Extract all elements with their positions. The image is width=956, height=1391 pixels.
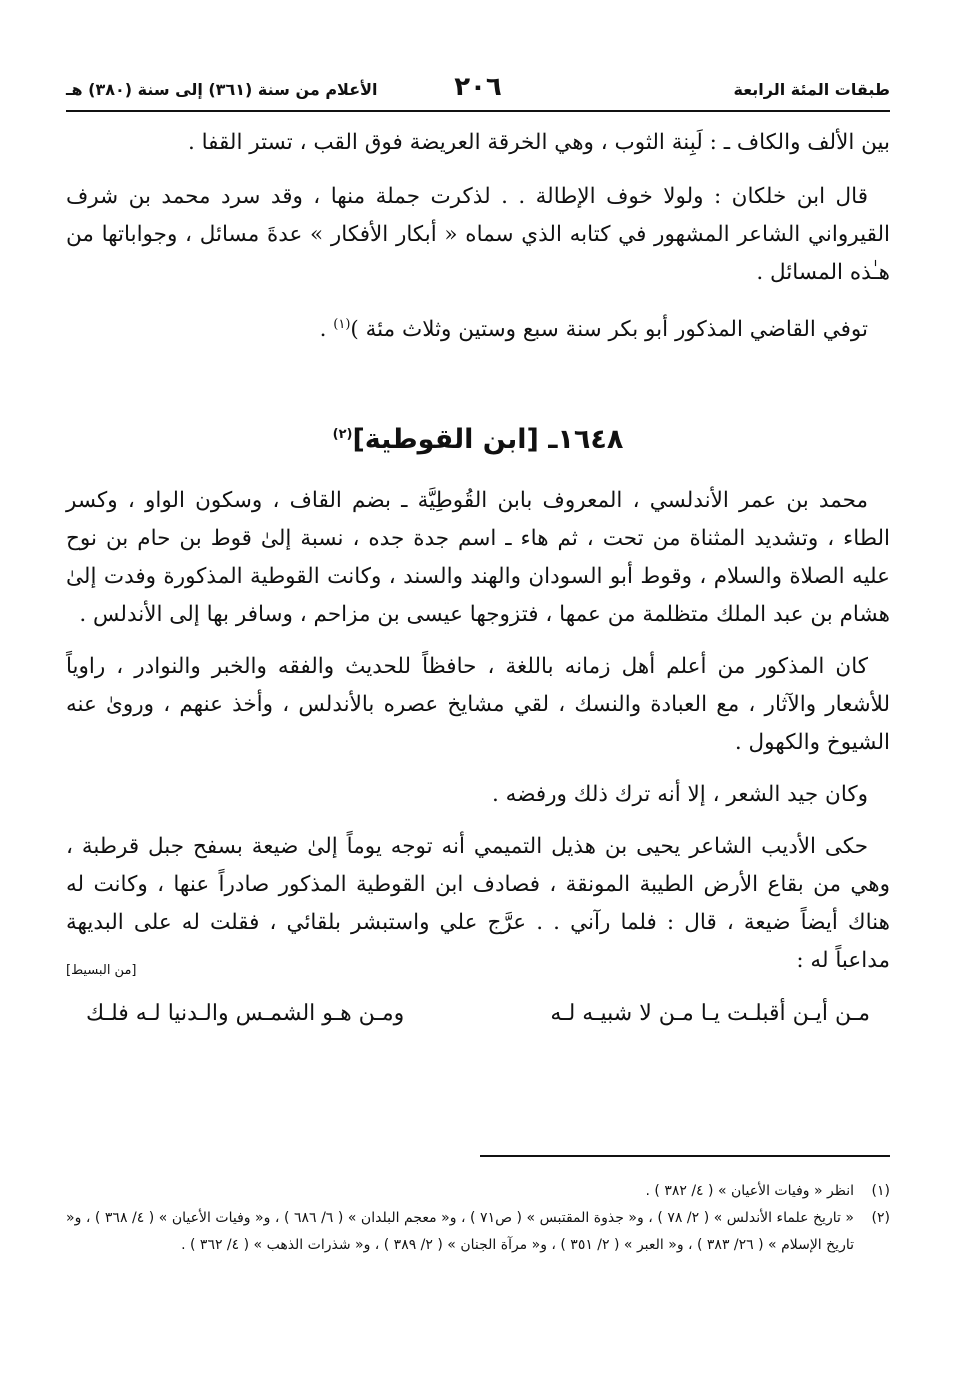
verse-second-hemistich: ومـن هـو الشمـس والـدنيا لـه فلـك (86, 1001, 405, 1027)
entry-title-text: ١٦٤٨ـ [ابن القوطية] (352, 424, 624, 456)
footnote-number: (٢) (871, 1210, 890, 1226)
paragraph-3-end: . (319, 317, 334, 343)
paragraph-2: قال ابن خلكان : ولولا خوف الإطالة . . لذكرت جملة منها ، وقد سرد محمد بن شرف القيرواني الشاعر المشهور في كتابه الذي سماه « أبكار الأفكار » عدةَ مسائل ، وجواباتها من هـٰذه المسائل . (66, 184, 890, 285)
verse-first-hemistich: مـن أيـن أقبلـت يـا مـن لا شبيـه لـه (550, 1001, 870, 1027)
paragraph-3 (66, 306, 890, 349)
paragraph-1: بين الألف والكاف ـ : لَبِنة الثوب ، وهي الخرقة العريضة فوق القب ، تستر القفا . (187, 130, 890, 155)
entry-paragraph-4-wrap (66, 828, 890, 980)
header-date-range: الأعلام من سنة (٣٦١) إلى سنة (٣٨٠) هـ (66, 80, 378, 99)
footnote-ref-2: (٢) (332, 427, 353, 443)
page-body (66, 124, 890, 1034)
running-header (66, 70, 890, 112)
entry-paragraph-4: حكى الأديب الشاعر يحيى بن هذيل التميمي أنه توجه يوماً إلىٰ ضيعة بسفح جبل قرطبة ، وهي من بقاع الأرض الطيبة المونقة ، فصادف ابن القوطية المذكور صادراً عنها ، وكانت له هناك أيضاً ضيعة ، قال : فلما رآني . . عرَّج علي واستبشر بلقائي ، فقلت له على البديهة مداعباً له : (66, 834, 890, 974)
entry-paragraph-2: كان المذكور من أعلم أهل زمانه باللغة ، حافظاً للحديث والفقه والخبر والنوادر ، راوياً للأشعار والآثار ، مع العبادة والنسك ، لقي مشايخ عصره بالأندلس ، وأخذ عنهم ، وروىٰ عنه الشيوخ والكهول . (66, 654, 890, 756)
page-number: ٢٠٦ (454, 72, 502, 102)
header-section-title: طبقات المئة الرابعة (733, 80, 890, 99)
footnotes (66, 1178, 890, 1259)
entry-paragraph-3: وكان جيد الشعر ، إلا أنه ترك ذلك ورفضه . (492, 782, 868, 808)
footnote-text: « تاريخ علماء الأندلس » ( ٢/ ٧٨ ) ، و« جذوة المقتبس » ( ص٧١ ) ، و« معجم البلدان » ( ٦/ ٦٨٦ ) ، و« وفيات الأعيان » ( ٤/ ٣٦٨ ) ، و« تاريخ الإسلام » ( ٢٦/ ٣٨٣ ) ، و« العبر » ( ٢/ ٣٥١ ) ، و« مرآة الجنان » ( ٢/ ٣٨٩ ) ، و« شذرات الذهب » ( ٤/ ٣٦٢ ) . (66, 1210, 854, 1253)
paragraph-3-text: توفي القاضي المذكور أبو بكر سنة سبع وستين وثلاث مئة ) (350, 317, 868, 343)
poetic-meter-label: [من البسيط] (66, 963, 137, 979)
entry-paragraph-1: محمد بن عمر الأندلسي ، المعروف بابن القُوطِيَّة ـ بضم القاف ، وسكون الواو ، وكسر الطاء ، وتشديد المثناة من تحت ، ثم هاء ـ اسم جدة جده ، نسبة إلىٰ قوط بن حام بن نوح عليه الصلاة والسلام ، وقوط أبو السودان والهند والسند ، وكانت القوطية المذكورة وفدت إلىٰ هشام بن عبد الملك متظلمة من عمها ، فتزوجها عيسى بن مزاحم ، وسافر بها إلى الأندلس . (66, 488, 890, 628)
entry-title (66, 415, 890, 460)
footnote-separator (480, 1155, 890, 1157)
footnote-number: (١) (871, 1183, 890, 1199)
footnote-2 (66, 1205, 890, 1259)
footnote-1 (66, 1178, 890, 1205)
footnote-ref-1: (١) (333, 317, 351, 332)
footnote-text: انظر « وفيات الأعيان » ( ٤/ ٣٨٢ ) . (645, 1183, 854, 1199)
verse-line (66, 994, 890, 1034)
